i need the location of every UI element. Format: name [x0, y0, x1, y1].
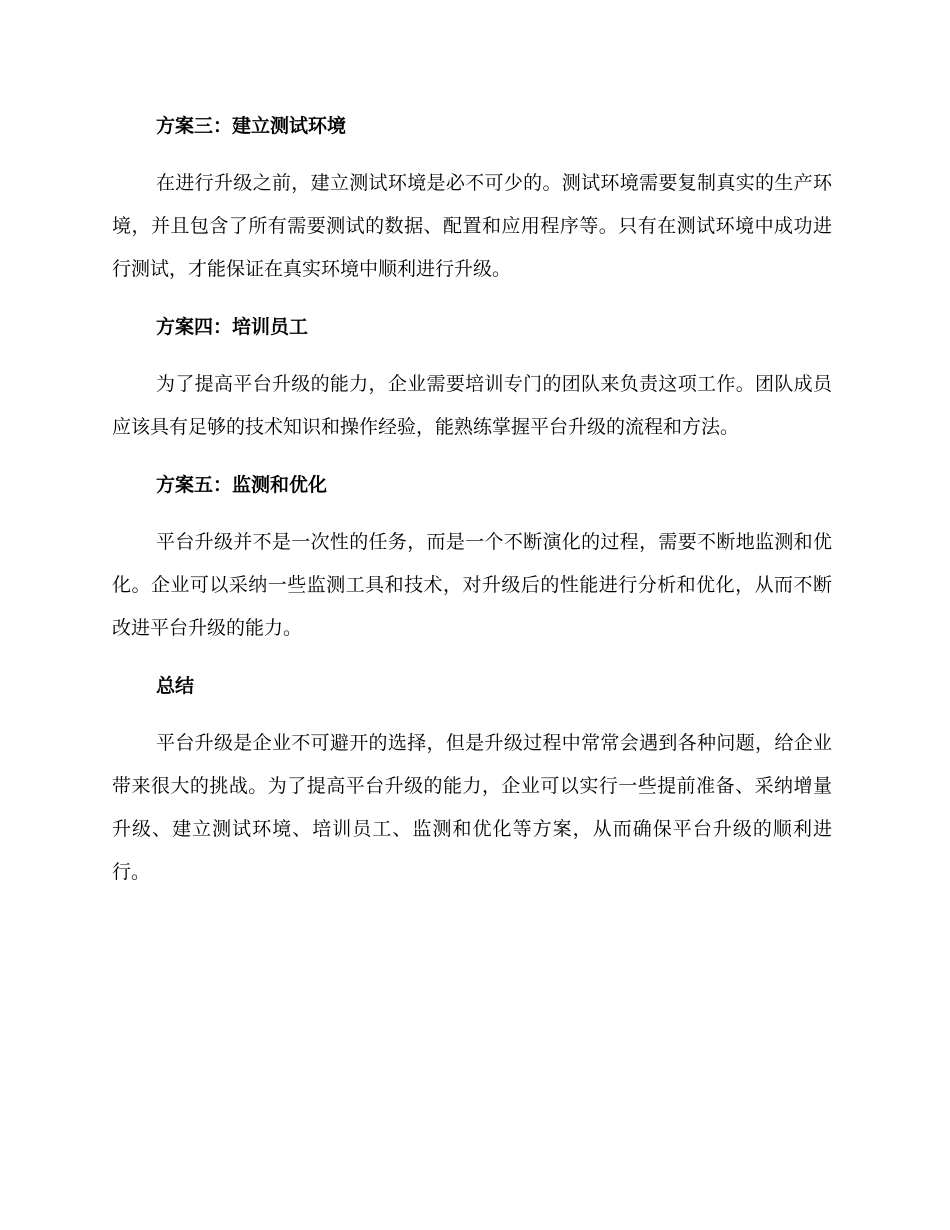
- section-body-plan-5: 平台升级并不是一次性的任务，而是一个不断演化的过程，需要不断地监测和优化。企业可以采纳一些监测工具和技术，对升级后的性能进行分析和优化，从而不断改进平台升级的能力。: [112, 531, 832, 639]
- section-body-plan-3: 在进行升级之前，建立测试环境是必不可少的。测试环境需要复制真实的生产环境，并且包含了所有需要测试的数据、配置和应用程序等。只有在测试环境中成功进行测试，才能保证在真实环境中顺利进行升级。: [112, 172, 832, 280]
- section-heading-plan-3: 方案三：建立测试环境: [156, 115, 347, 137]
- section-body-summary: 平台升级是企业不可避开的选择，但是升级过程中常常会遇到各种问题，给企业带来很大的挑战。为了提高平台升级的能力，企业可以实行一些提前准备、采纳增量升级、建立测试环境、培训员工、监测和优化等方案，从而确保平台升级的顺利进行。: [112, 732, 832, 883]
- section-heading-plan-4: 方案四：培训员工: [156, 316, 309, 338]
- section-body-plan-4: 为了提高平台升级的能力，企业需要培训专门的团队来负责这项工作。团队成员应该具有足够的技术知识和操作经验，能熟练掌握平台升级的流程和方法。: [112, 373, 832, 438]
- document-page: [112, 108, 832, 912]
- section-heading-plan-5: 方案五：监测和优化: [156, 474, 328, 496]
- section-heading-summary: 总结: [156, 675, 195, 697]
